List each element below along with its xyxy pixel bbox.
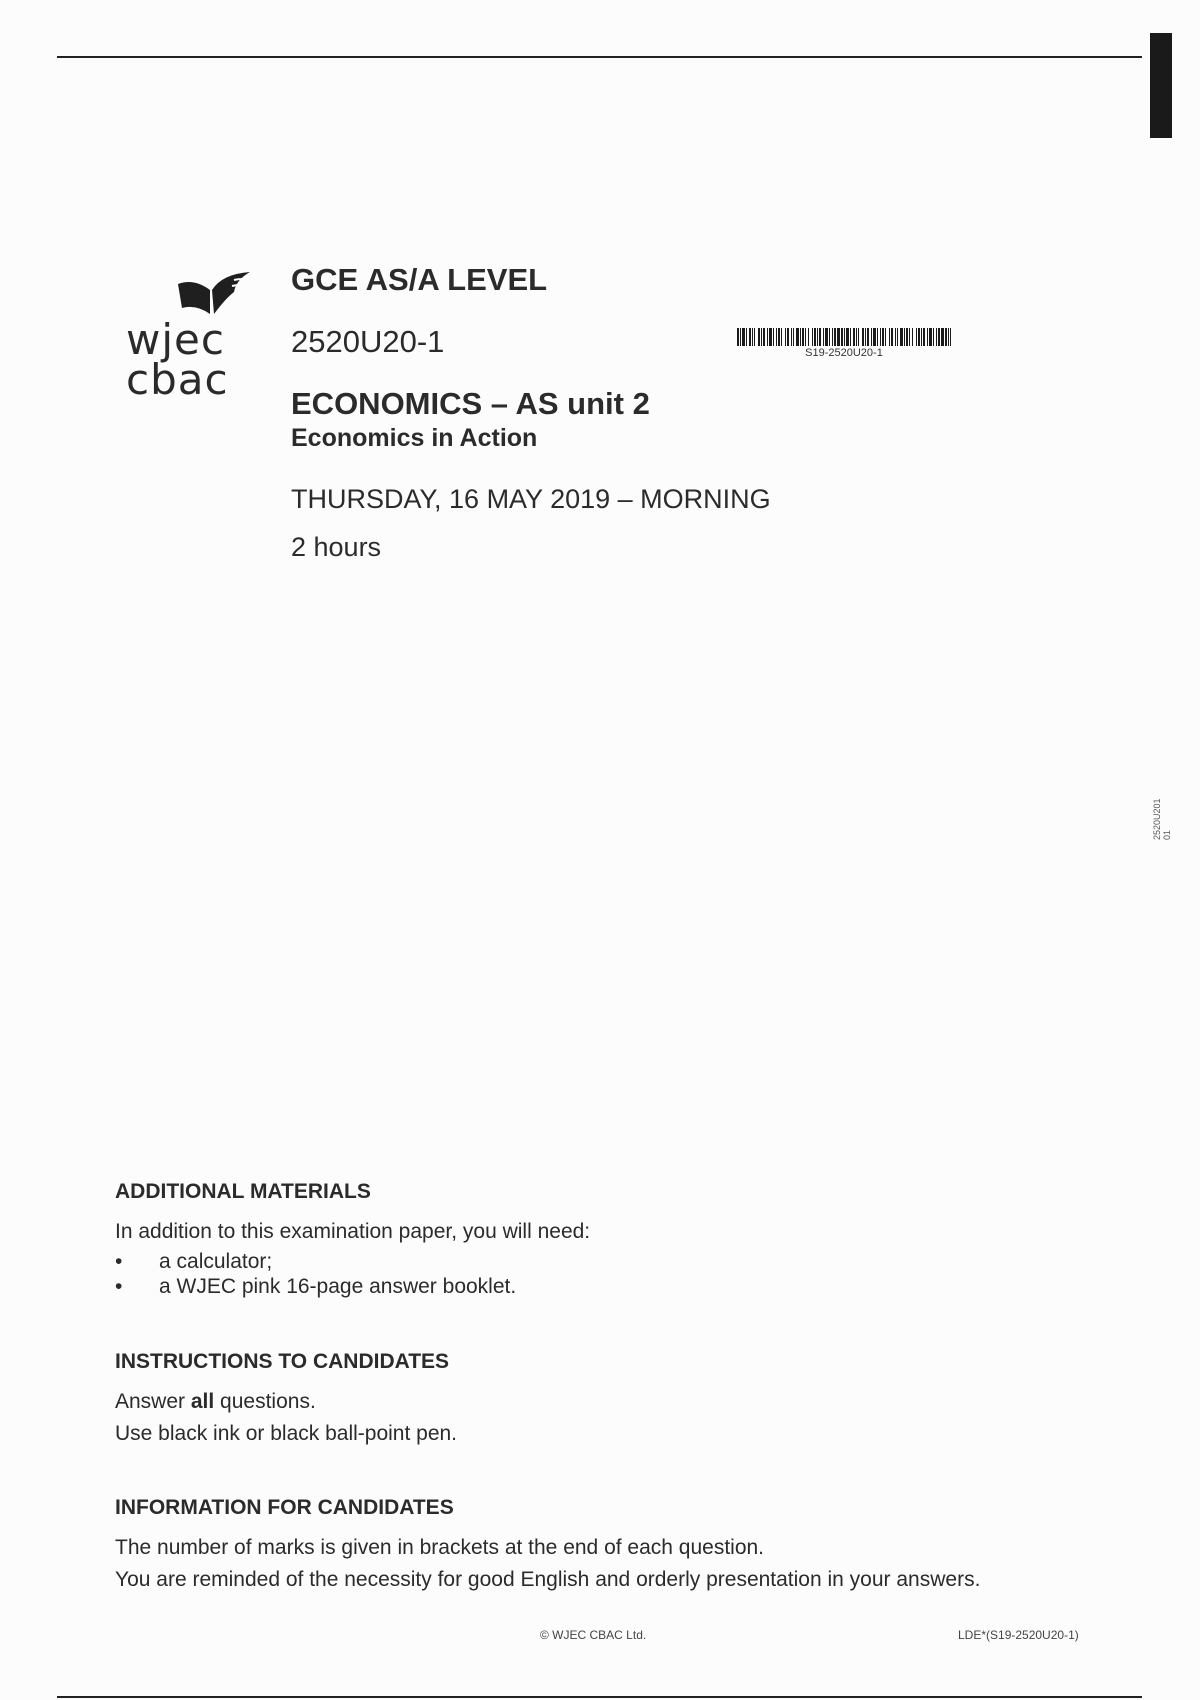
barcode-bar bbox=[802, 328, 804, 346]
barcode-bar bbox=[781, 328, 782, 346]
list-item-text: a WJEC pink 16-page answer booklet. bbox=[159, 1275, 517, 1298]
bullet: • bbox=[115, 1275, 123, 1298]
barcode-bar bbox=[948, 328, 949, 346]
barcode-bar bbox=[829, 328, 830, 346]
instructions-section bbox=[115, 1350, 457, 1446]
barcode-bar bbox=[800, 328, 801, 346]
barcode-bar bbox=[900, 328, 903, 346]
barcode-bar bbox=[776, 328, 777, 346]
barcode-bar bbox=[950, 328, 951, 346]
barcode-text: S19-2520U20-1 bbox=[805, 347, 883, 359]
barcode-bar bbox=[941, 328, 944, 346]
side-code-line2: 01 bbox=[1162, 829, 1172, 840]
barcode-bar bbox=[867, 328, 869, 346]
barcode-bar bbox=[834, 328, 836, 346]
barcode-bar bbox=[936, 328, 937, 346]
barcode-bar bbox=[891, 328, 893, 346]
list-item bbox=[115, 1275, 590, 1300]
barcode-bar bbox=[929, 328, 932, 346]
barcode-bar bbox=[763, 328, 765, 346]
barcode-bar bbox=[945, 328, 947, 346]
side-code-line1: 2520U201 bbox=[1152, 798, 1162, 840]
barcode-bar bbox=[817, 328, 818, 346]
barcode-bar bbox=[823, 328, 824, 346]
barcode-bar bbox=[856, 328, 857, 346]
barcode-bar bbox=[737, 328, 739, 346]
barcode-bar bbox=[862, 328, 864, 346]
barcode-bar bbox=[938, 328, 940, 346]
unit-title: Economics in Action bbox=[291, 424, 538, 452]
list-item bbox=[115, 1250, 590, 1275]
information-line-english: You are reminded of the necessity for good English and orderly presentation in your answers. bbox=[115, 1568, 981, 1591]
barcode-bar bbox=[865, 328, 866, 346]
qualification-level: GCE AS/A LEVEL bbox=[291, 262, 548, 297]
information-line-marks: The number of marks is given in brackets at the end of each question. bbox=[115, 1536, 765, 1559]
barcode-bar bbox=[785, 328, 786, 346]
instructions-text: Answer bbox=[115, 1390, 191, 1413]
list-item-text: a calculator; bbox=[159, 1250, 273, 1273]
edge-marker bbox=[1150, 33, 1172, 138]
barcode-bar bbox=[850, 328, 851, 346]
instructions-text: questions. bbox=[214, 1390, 316, 1413]
exam-duration: 2 hours bbox=[291, 532, 382, 562]
additional-materials-intro: In addition to this examination paper, you will need: bbox=[115, 1220, 591, 1243]
barcode-bar bbox=[749, 328, 751, 346]
barcode-bar bbox=[778, 328, 780, 346]
book-icon bbox=[176, 270, 256, 320]
barcode-bar bbox=[787, 328, 789, 346]
paper-code: 2520U20-1 bbox=[291, 324, 445, 359]
barcode-bar bbox=[873, 328, 876, 346]
barcode-bar bbox=[825, 328, 828, 346]
barcode-bar bbox=[746, 328, 747, 346]
barcode-bar bbox=[918, 328, 920, 346]
barcode-bar bbox=[814, 328, 816, 346]
barcode-bar bbox=[793, 328, 794, 346]
logo-wjec-text: wjec bbox=[126, 315, 225, 364]
barcode-bar bbox=[912, 328, 913, 346]
barcode-bar bbox=[904, 328, 905, 346]
barcode-bar bbox=[791, 328, 792, 346]
barcode-bar bbox=[889, 328, 890, 346]
barcode-bar bbox=[858, 328, 859, 346]
barcode-bar bbox=[761, 328, 762, 346]
additional-materials-title: ADDITIONAL MATERIALS bbox=[115, 1180, 371, 1203]
barcode-bar bbox=[742, 328, 745, 346]
barcode-bar bbox=[841, 328, 843, 346]
copyright-notice: © WJEC CBAC Ltd. bbox=[540, 1628, 647, 1642]
barcode-bar bbox=[844, 328, 845, 346]
barcode-bar bbox=[871, 328, 872, 346]
barcode-bar bbox=[880, 328, 881, 346]
barcode-bar bbox=[769, 328, 772, 346]
barcode-bar bbox=[909, 328, 910, 346]
instructions-emphasis: all bbox=[190, 1390, 215, 1413]
wjec-cbac-logo bbox=[126, 270, 256, 405]
top-rule bbox=[57, 56, 1142, 58]
barcode-bar bbox=[812, 328, 813, 346]
barcode-bar bbox=[885, 328, 886, 346]
instructions-title: INSTRUCTIONS TO CANDIDATES bbox=[115, 1350, 450, 1373]
exam-date: THURSDAY, 16 MAY 2019 – MORNING bbox=[291, 484, 771, 514]
barcode-bar bbox=[773, 328, 774, 346]
barcode-bar bbox=[758, 328, 760, 346]
barcode-bar bbox=[895, 328, 896, 346]
information-title: INFORMATION FOR CANDIDATES bbox=[115, 1496, 454, 1519]
barcode-bar bbox=[805, 328, 806, 346]
bottom-rule bbox=[57, 1696, 1142, 1698]
barcode-bar bbox=[933, 328, 934, 346]
instructions-line-answer bbox=[115, 1390, 457, 1414]
logo-cbac-text: cbac bbox=[126, 355, 229, 404]
barcode-bar bbox=[832, 328, 833, 346]
barcode-bar bbox=[808, 328, 809, 346]
barcode-bar bbox=[796, 328, 799, 346]
barcode-bar bbox=[897, 328, 898, 346]
barcode-bar bbox=[921, 328, 922, 346]
barcode bbox=[737, 328, 951, 360]
barcode-bars bbox=[737, 328, 951, 346]
bullet: • bbox=[115, 1250, 123, 1273]
barcode-bar bbox=[752, 328, 753, 346]
document-reference: LDE*(S19-2520U20-1) bbox=[958, 1628, 1079, 1642]
side-code bbox=[1152, 784, 1180, 844]
information-section bbox=[115, 1496, 980, 1592]
instructions-line-ink: Use black ink or black ball-point pen. bbox=[115, 1422, 458, 1445]
barcode-bar bbox=[819, 328, 821, 346]
barcode-bar bbox=[882, 328, 884, 346]
barcode-bar bbox=[754, 328, 755, 346]
barcode-bar bbox=[923, 328, 925, 346]
additional-materials-section bbox=[115, 1180, 590, 1300]
barcode-bar bbox=[740, 328, 741, 346]
barcode-bar bbox=[767, 328, 768, 346]
barcode-bar bbox=[877, 328, 878, 346]
barcode-bar bbox=[853, 328, 855, 346]
barcode-bar bbox=[837, 328, 840, 346]
barcode-bar bbox=[846, 328, 849, 346]
barcode-bar bbox=[906, 328, 908, 346]
barcode-bar bbox=[927, 328, 928, 346]
subject-title: ECONOMICS – AS unit 2 bbox=[291, 386, 650, 421]
barcode-bar bbox=[916, 328, 917, 346]
